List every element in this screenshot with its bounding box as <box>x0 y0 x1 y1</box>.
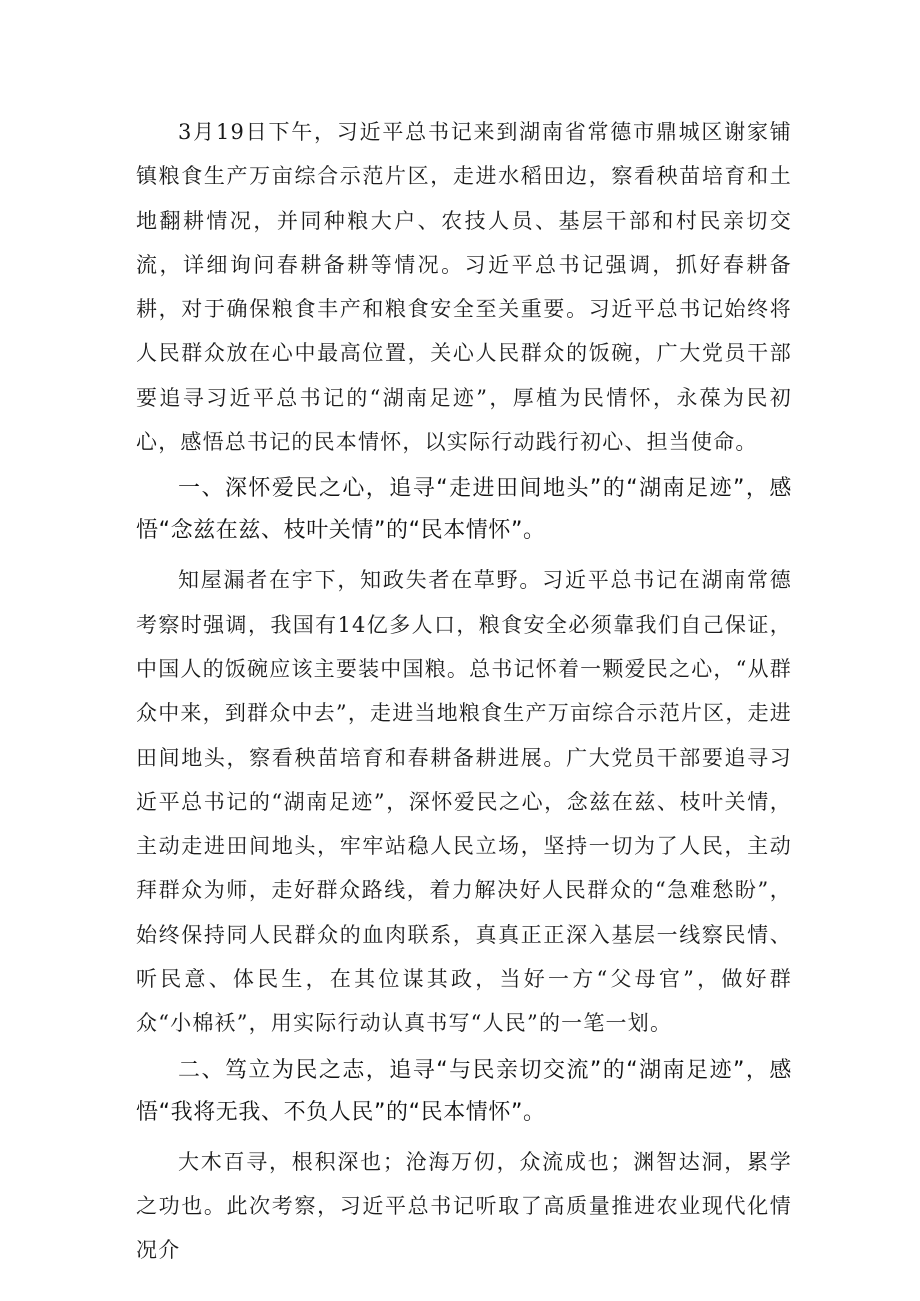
paragraph-section-1: 知屋漏者在宇下，知政失者在草野。习近平总书记在湖南常德考察时强调，我国有14亿多人口，粮食安全必须靠我们自己保证，中国人的饭碗应该主要装中国粮。总书记怀着一颗爱民之心，“从群众中来，到群众中去”，走进当地粮食生产万亩综合示范片区，走进田间地头，察看秧苗培育和春耕备耕进展。广大党员干部要追寻习近平总书记的“湖南足迹”，深怀爱民之心，念兹在兹、枝叶关情，主动走进田间地头，牢牢站稳人民立场，坚持一切为了人民，主动拜群众为师，走好群众路线，着力解决好人民群众的“急难愁盼”，始终保持同人民群众的血肉联系，真真正正深入基层一线察民情、听民意、体民生，在其位谋其政，当好一方“父母官”，做好群众“小棉袄”，用实际行动认真书写“人民”的一笔一划。 <box>136 568 792 1036</box>
section-heading-1: 一、深怀爱民之心，追寻“走进田间地头”的“湖南足迹”，感悟“念兹在兹、枝叶关情”的“民本情怀”。 <box>136 476 792 544</box>
section-heading-2: 二、笃立为民之志，追寻“与民亲切交流”的“湖南足迹”，感悟“我将无我、不负人民”的“民本情怀”。 <box>136 1057 792 1125</box>
document-body <box>136 110 792 1273</box>
paragraph-intro: 3月19日下午，习近平总书记来到湖南省常德市鼎城区谢家铺镇粮食生产万亩综合示范片区，走进水稻田边，察看秧苗培育和土地翻耕情况，并同种粮大户、农技人员、基层干部和村民亲切交流，详细询问春耕备耕等情况。习近平总书记强调，抓好春耕备耕，对于确保粮食丰产和粮食安全至关重要。习近平总书记始终将人民群众放在心中最高位置，关心人民群众的饭碗，广大党员干部要追寻习近平总书记的“湖南足迹”，厚植为民情怀，永葆为民初心，感悟总书记的民本情怀，以实际行动践行初心、担当使命。 <box>136 120 792 455</box>
paragraph-section-2: 大木百寻，根积深也；沧海万仞，众流成也；渊智达洞，累学之功也。此次考察，习近平总书记听取了高质量推进农业现代化情况介 <box>136 1149 792 1263</box>
